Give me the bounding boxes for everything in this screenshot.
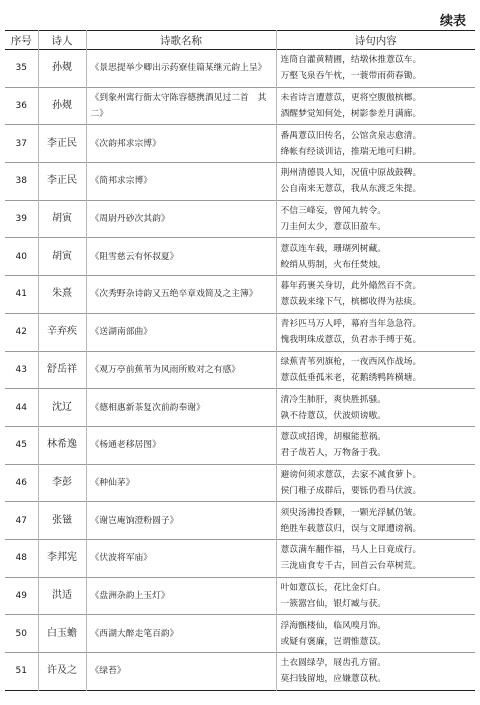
poem-lines	[276, 426, 475, 464]
poem-line: 刀圭何太少，薏苡旧盈车。	[280, 222, 387, 233]
table-row	[5, 577, 475, 615]
poem-title: 《西湖大醉走笔百韵》	[86, 615, 276, 653]
poet-name: 许及之	[38, 653, 86, 691]
poet-name: 李正民	[38, 125, 86, 163]
table-row	[5, 276, 475, 314]
poem-line: 须臾汤沸投香颗，一颗光浮腻仍皱。	[280, 507, 422, 518]
poet-name: 李邦宪	[38, 539, 86, 577]
table-row	[5, 389, 475, 427]
poem-line: 叶如薏苡长，花比金灯白。	[280, 582, 387, 593]
poem-lines	[276, 464, 475, 502]
table-row	[5, 502, 475, 540]
poem-title: 《次韵邦求宗博》	[86, 125, 276, 163]
table-row	[5, 50, 475, 88]
header-row	[5, 31, 475, 50]
poem-line: 暮年药裹关身切，此外翛然百不贪。	[280, 281, 422, 292]
poem-line: 鲛绡从剪制，火布任焚烛。	[280, 259, 387, 270]
table-row	[5, 200, 475, 238]
poet-name: 胡寅	[38, 200, 86, 238]
poem-title: 《到象州寓行衙太守陈容德携酒见过二首 其二》	[86, 87, 276, 125]
table-header	[5, 31, 475, 50]
poem-title: 《种仙茅》	[86, 464, 276, 502]
poem-lines	[276, 238, 475, 276]
table-row	[5, 313, 475, 351]
poem-line: 薏苡满车翻作福，马人上日竟成行。	[280, 545, 422, 556]
poem-line: 连筒自灌黄精圃，结墩休推薏苡车。	[280, 55, 422, 66]
poem-line: 番禺薏苡旧传名，公馆贪泉志愈清。	[280, 130, 422, 141]
poem-lines	[276, 653, 475, 691]
poet-name: 李彭	[38, 464, 86, 502]
poem-line: 公自南来无薏苡，我从东渡乏朱提。	[280, 184, 422, 195]
poem-title: 《阻雪慈云有怀叔夏》	[86, 238, 276, 276]
poem-line: 薏苡或招谗，胡椒能惹祸。	[280, 432, 387, 443]
poem-lines	[276, 389, 475, 427]
poem-line: 酒醒梦觉知何处，树影参差月满廊。	[280, 109, 422, 120]
table-row	[5, 615, 475, 653]
poet-name: 李正民	[38, 163, 86, 201]
row-number: 47	[15, 515, 27, 526]
row-number: 40	[15, 251, 27, 262]
poem-lines	[276, 200, 475, 238]
poem-lines	[276, 539, 475, 577]
poet-name: 张镃	[38, 502, 86, 540]
poem-line: 万壑飞泉吞午枕，一蓑带雨荷春锄。	[280, 71, 422, 82]
poet-name: 林希逸	[38, 426, 86, 464]
poet-name: 白玉蟾	[38, 615, 86, 653]
poem-title: 《盘洲杂韵上玉灯》	[86, 577, 276, 615]
table-row	[5, 464, 475, 502]
table-body	[5, 50, 475, 691]
row-number: 41	[15, 289, 27, 300]
poem-title: 《次秀野杂诗韵又五绝卒章戏简及之主簿》	[86, 276, 276, 314]
row-number: 43	[15, 364, 27, 375]
poem-lines	[276, 615, 475, 653]
poem-lines	[276, 87, 475, 125]
poem-line: 薏苡连车载，珊瑚列树藏。	[280, 243, 387, 254]
poem-line: 君子哉若人，万物备于我。	[280, 448, 387, 459]
row-number: 46	[15, 477, 27, 488]
poem-line: 一簇嚣宫仙，银灯臧与获。	[280, 598, 387, 609]
poem-lines	[276, 163, 475, 201]
table-row	[5, 539, 475, 577]
poem-line: 或疑有褒廉，岂谓惟薏苡。	[280, 636, 387, 647]
poet-name: 洪适	[38, 577, 86, 615]
row-number: 45	[15, 440, 27, 451]
poet-name: 舒岳祥	[38, 351, 86, 389]
table-row	[5, 125, 475, 163]
table-row	[5, 653, 475, 691]
poet-name: 辛弃疾	[38, 313, 86, 351]
row-number: 39	[15, 214, 27, 225]
row-number: 36	[15, 101, 27, 112]
poem-title: 《伏波将军庙》	[86, 539, 276, 577]
poem-lines	[276, 276, 475, 314]
header-title: 诗歌名称	[86, 31, 276, 50]
poem-line: 荆州清德畏人知，况值中原战鼓鞞。	[280, 168, 422, 179]
poem-line: 土衣圆绿孕，屐齿孔方留。	[280, 658, 387, 669]
row-number: 37	[15, 138, 27, 149]
poem-title: 《景思提举少卿出示药寮佳篇某继元韵上呈》	[86, 50, 276, 88]
poet-name: 孙觌	[38, 87, 86, 125]
poem-line: 孰不待薏苡，伏波烦谤嗷。	[280, 410, 387, 421]
poem-line: 青衫匹马万人呼，幕府当年急急符。	[280, 319, 422, 330]
poem-line: 侯门稚子成群后，要铄仍看马伏波。	[280, 485, 422, 496]
poem-line: 三泷庙食专千古，回首云台草树荒。	[280, 561, 422, 572]
table-row	[5, 238, 475, 276]
poem-line: 绛帐有经谈训诂，推瑞无地可归耕。	[280, 146, 422, 157]
row-number: 51	[15, 666, 27, 677]
poem-title: 《谢岂庵饷澄粉圆子》	[86, 502, 276, 540]
poem-title: 《绿苔》	[86, 653, 276, 691]
table-row	[5, 426, 475, 464]
table-row	[5, 163, 475, 201]
poem-line: 愧我明珠成薏苡，负君赤手缚于菟。	[280, 335, 422, 346]
poem-lines	[276, 351, 475, 389]
poem-line: 浮海甑楼仙，临风嗅月饰。	[280, 620, 387, 631]
poem-lines	[276, 50, 475, 88]
row-number: 35	[15, 63, 27, 74]
poem-lines	[276, 125, 475, 163]
row-number: 38	[15, 176, 27, 187]
poem-line: 避谤何须求薏苡，去家不减食萝卜。	[280, 469, 422, 480]
table-row	[5, 351, 475, 389]
row-number: 50	[15, 628, 27, 639]
poem-line: 绝胜车载薏苡归，误与文犀遭谤祸。	[280, 523, 422, 534]
poem-line: 不信三峰妄，曾闻九转令。	[280, 206, 387, 217]
poem-line: 清冷生肺肝，爽快胜抓骚。	[280, 394, 387, 405]
row-number: 49	[15, 590, 27, 601]
poem-line: 绿蕉青苇列旗枪，一夜西风作战场。	[280, 356, 422, 367]
poet-name: 沈辽	[38, 389, 86, 427]
row-number: 44	[15, 402, 27, 413]
poem-line: 莫扫钱留地，应嫌薏苡秋。	[280, 674, 387, 685]
poetry-table	[5, 30, 475, 691]
poet-name: 孙觌	[38, 50, 86, 88]
poem-lines	[276, 502, 475, 540]
poem-title: 《杨通老移居图》	[86, 426, 276, 464]
poem-line: 薏苡载来缘下气，槟榔收得为祛痰。	[280, 297, 422, 308]
poem-line: 未省诗言遭薏苡，更将空腹傲槟榔。	[280, 93, 422, 104]
poem-lines	[276, 313, 475, 351]
header-num: 序号	[10, 34, 32, 47]
header-lines: 诗句内容	[276, 31, 475, 50]
table-row	[5, 87, 475, 125]
poem-title: 《观万亭前蕉苇为风雨所败对之有感》	[86, 351, 276, 389]
poem-title: 《周尉丹砂次其韵》	[86, 200, 276, 238]
poem-title: 《送湖南部曲》	[86, 313, 276, 351]
poem-title: 《简邦求宗博》	[86, 163, 276, 201]
poet-name: 朱熹	[38, 276, 86, 314]
poet-name: 胡寅	[38, 238, 86, 276]
poem-lines	[276, 577, 475, 615]
poem-line: 薏苡低垂孤米老，花鹅绣鸭阵横塘。	[280, 372, 422, 383]
poem-title: 《德相惠新茶复次前韵奉谢》	[86, 389, 276, 427]
row-number: 42	[15, 327, 27, 338]
row-number: 48	[15, 553, 27, 564]
header-poet: 诗人	[38, 31, 86, 50]
continued-label: 续表	[439, 14, 466, 29]
